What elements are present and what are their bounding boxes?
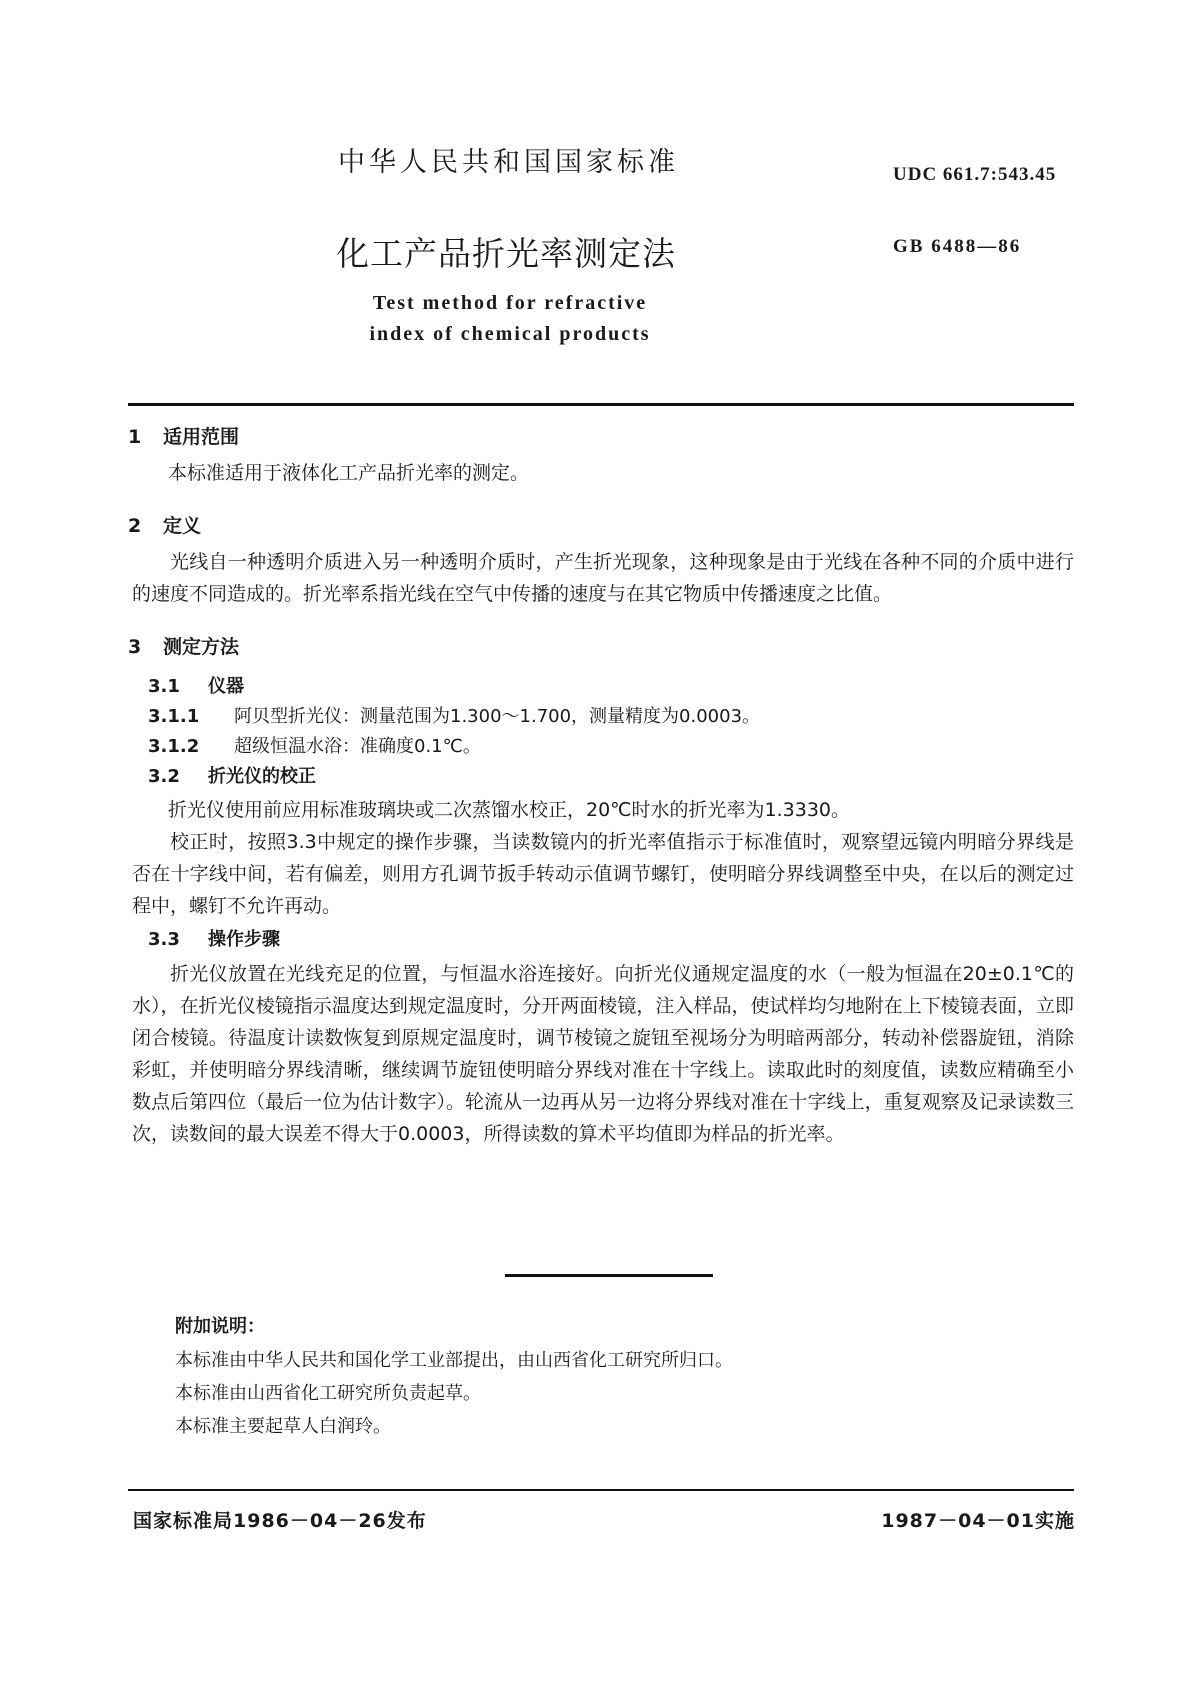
section-1-text: 本标准适用于液体化工产品折光率的测定。	[168, 462, 530, 484]
section-title: 操作步骤	[208, 929, 280, 950]
footer-divider	[128, 1489, 1074, 1491]
title-english-line2: index of chemical products	[369, 323, 651, 345]
notes-line-3: 本标准主要起草人白润玲。	[175, 1416, 391, 1437]
section-title: 仪器	[208, 676, 244, 697]
section-title: 测定方法	[163, 636, 240, 658]
issue-date: 国家标准局1986－04－26发布	[133, 1510, 427, 1532]
section-3-1-1	[148, 702, 760, 728]
section-number: 2	[128, 515, 142, 537]
section-3-3-heading	[148, 925, 280, 951]
section-text: 超级恒温水浴：准确度0.1℃。	[234, 736, 481, 757]
section-number: 3.3	[148, 929, 180, 950]
title-english-line1: Test method for refractive	[372, 292, 648, 314]
section-number: 3.1	[148, 676, 180, 697]
section-text: 阿贝型折光仪：测量范围为1.300～1.700，测量精度为0.0003。	[234, 706, 761, 727]
section-3-2-paragraph-1: 折光仪使用前应用标准玻璃块或二次蒸馏水校正，20℃时水的折光率为1.3330。	[168, 799, 850, 821]
section-number: 3.1.1	[148, 706, 200, 727]
end-divider	[505, 1274, 713, 1277]
section-1-heading	[128, 422, 239, 449]
section-3-3-paragraph: 折光仪放置在光线充足的位置，与恒温水浴连接好。向折光仪通规定温度的水（一般为恒温在20±0.1℃的水），在折光仪棱镜指示温度达到规定温度时，分开两面棱镜，注入样品，使试样均匀地附在上下棱镜表面，立即闭合棱镜。待温度计读数恢复到原规定温度时，调节棱镜之旋钮至视场分为明暗两部分，转动补偿器旋钮，消除彩虹，并使明暗分界线清晰，继续调节旋钮使明暗分界线对准在十字线上。读取此时的刻度值，读数应精确至小数点后第四位（最后一位为估计数字）。轮流从一边再从另一边将分界线对准在十字线上，重复观察及记录读数三次，读数间的最大误差不得大于0.0003，所得读数的算术平均值即为样品的折光率。	[132, 963, 1074, 1145]
notes-line-1: 本标准由中华人民共和国化学工业部提出，由山西省化工研究所归口。	[175, 1350, 733, 1371]
notes-title: 附加说明：	[175, 1316, 265, 1337]
section-3-2-paragraph-2: 校正时，按照3.3中规定的操作步骤，当读数镜内的折光率值指示于标准值时，观察望远镜内明暗分界线是否在十字线中间，若有偏差，则用方孔调节扳手转动示值调节螺钉，使明暗分界线调整至中央，在以后的测定过程中，螺钉不允许再动。	[132, 831, 1074, 917]
section-number: 3	[128, 636, 142, 658]
section-title: 适用范围	[163, 426, 240, 448]
notes-line-2: 本标准由山西省化工研究所负责起草。	[175, 1383, 481, 1404]
effective-date: 1987－04－01实施	[881, 1510, 1075, 1532]
section-3-2-heading	[148, 762, 316, 788]
section-title: 定义	[163, 515, 202, 537]
section-title: 折光仪的校正	[208, 766, 316, 787]
gb-number: GB 6488—86	[893, 236, 1022, 257]
udc-code: UDC 661.7:543.45	[893, 164, 1057, 185]
section-3-heading	[128, 632, 239, 659]
section-number: 1	[128, 426, 142, 448]
national-standard-label: 中华人民共和国国家标准	[338, 147, 679, 178]
section-3-1-2	[148, 732, 481, 758]
title-chinese: 化工产品折光率测定法	[336, 234, 676, 273]
section-number: 3.1.2	[148, 736, 200, 757]
section-2-heading	[128, 511, 201, 538]
section-number: 3.2	[148, 766, 180, 787]
section-2-text: 光线自一种透明介质进入另一种透明介质时，产生折光现象，这种现象是由于光线在各种不同的介质中进行的速度不同造成的。折光率系指光线在空气中传播的速度与在其它物质中传播速度之比值。	[132, 551, 1074, 605]
header-divider	[128, 403, 1074, 406]
section-3-1-heading	[148, 672, 244, 698]
